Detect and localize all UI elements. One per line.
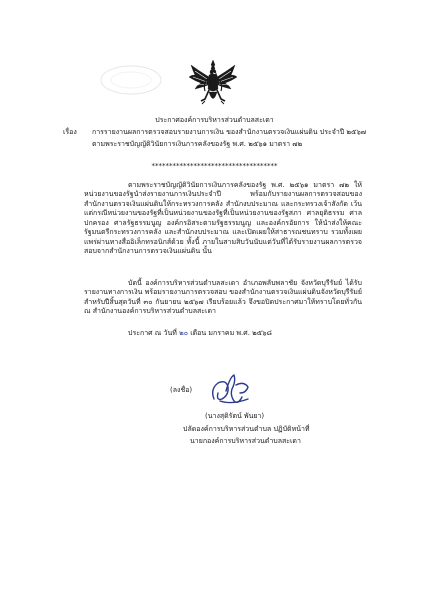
subject-line-2: ตามพระราชบัญญัติวินัยการเงินการคลังของรัฐ พ.ศ. ๒๕๖๑ มาตรา ๗๒	[92, 140, 303, 148]
subject-line-1: การรายงานผลการตรวจสอบรายงานการเงิน ของสำนักงานตรวจเงินแผ่นดิน ประจำปี ๒๕๖๗	[92, 128, 367, 136]
body-paragraph-1	[84, 181, 362, 257]
signer-position-2: นายกองค์การบริหารส่วนตำบลสะเดา	[190, 437, 301, 445]
document-title: ประกาศองค์การบริหารส่วนตำบลสะเดา	[155, 116, 274, 124]
separator-stars: ************************************	[151, 162, 278, 170]
faint-seal-watermark-icon	[96, 60, 166, 100]
subject-label: เรื่อง	[63, 128, 77, 136]
announce-suffix: เดือน มกราคม พ.ศ. ๒๕๖๘	[190, 329, 272, 337]
garuda-emblem-icon	[187, 57, 239, 109]
announce-prefix: ประกาศ ณ วันที่	[128, 329, 177, 337]
body-paragraph-2	[84, 279, 362, 317]
signer-name: (นางสุดิรัตน์ พันยา)	[205, 412, 265, 420]
sign-label: (ลงชื่อ)	[170, 386, 193, 394]
signer-position-1: ปลัดองค์การบริหารส่วนตำบล ปฏิบัติหน้าที่	[183, 425, 310, 433]
handwritten-signature-icon	[196, 371, 276, 411]
body-paragraph-2-text: บัดนี้ องค์การบริหารส่วนตำบลสะเดา อำเภอพลับพลาชัย จังหวัดบุรีรัมย์ ได้รับรายงานทางการเงิน พร้อมรายงานการตรวจสอบ ของสำนักงานตรวจเงินแผ่นดินจังหวัดบุรีรัมย์ สำหรับปีสิ้นสุดวันที่ ๓๐ กันยายน ๒๕๖๗ เรียบร้อยแล้ว จึงขอปิดประกาศมาให้ทราบโดยทั่วกัน ณ สำนักงานองค์การบริหารส่วนตำบลสะเดา	[84, 279, 362, 316]
announce-day: ๒๐	[179, 329, 188, 337]
body-paragraph-1-text: ตามพระราชบัญญัติวินัยการเงินการคลังของรัฐ พ.ศ. ๒๕๖๑ มาตรา ๗๒ ให้หน่วยงานของรัฐนำส่งรายงานการเงินประจำปี พร้อมกับรายงานผลการตรวจสอบของสำนักงานตรวจเงินแผ่นดินให้กระทรวงการคลัง สำนักงบประมาณ และกระทรวงเจ้าสังกัด เว้นแต่กรณีหน่วยงานของรัฐที่เป็นหน่วยงานของรัฐที่เป็นหน่วยงานของรัฐสภา ศาลยุติธรรม ศาลปกครอง ศาลรัฐธรรมนูญ องค์กรอิสระตามรัฐธรรมนูญ และองค์กรอัยการ ให้นำส่งให้คณะรัฐมนตรีกระทรวงการคลัง และสำนักงบประมาณ และเปิดเผยให้สาธารณชนทราบ รวมทั้งเผยแพร่ผ่านทางสื่ออิเล็กทรอนิกส์ด้วย ทั้งนี้ ภายในสามสิบวันนับแต่วันที่ได้รับรายงานผลการตรวจสอบจากสำนักงานการตรวจเงินแผ่นดิน นั้น	[84, 181, 362, 256]
announcement-date	[128, 329, 272, 338]
